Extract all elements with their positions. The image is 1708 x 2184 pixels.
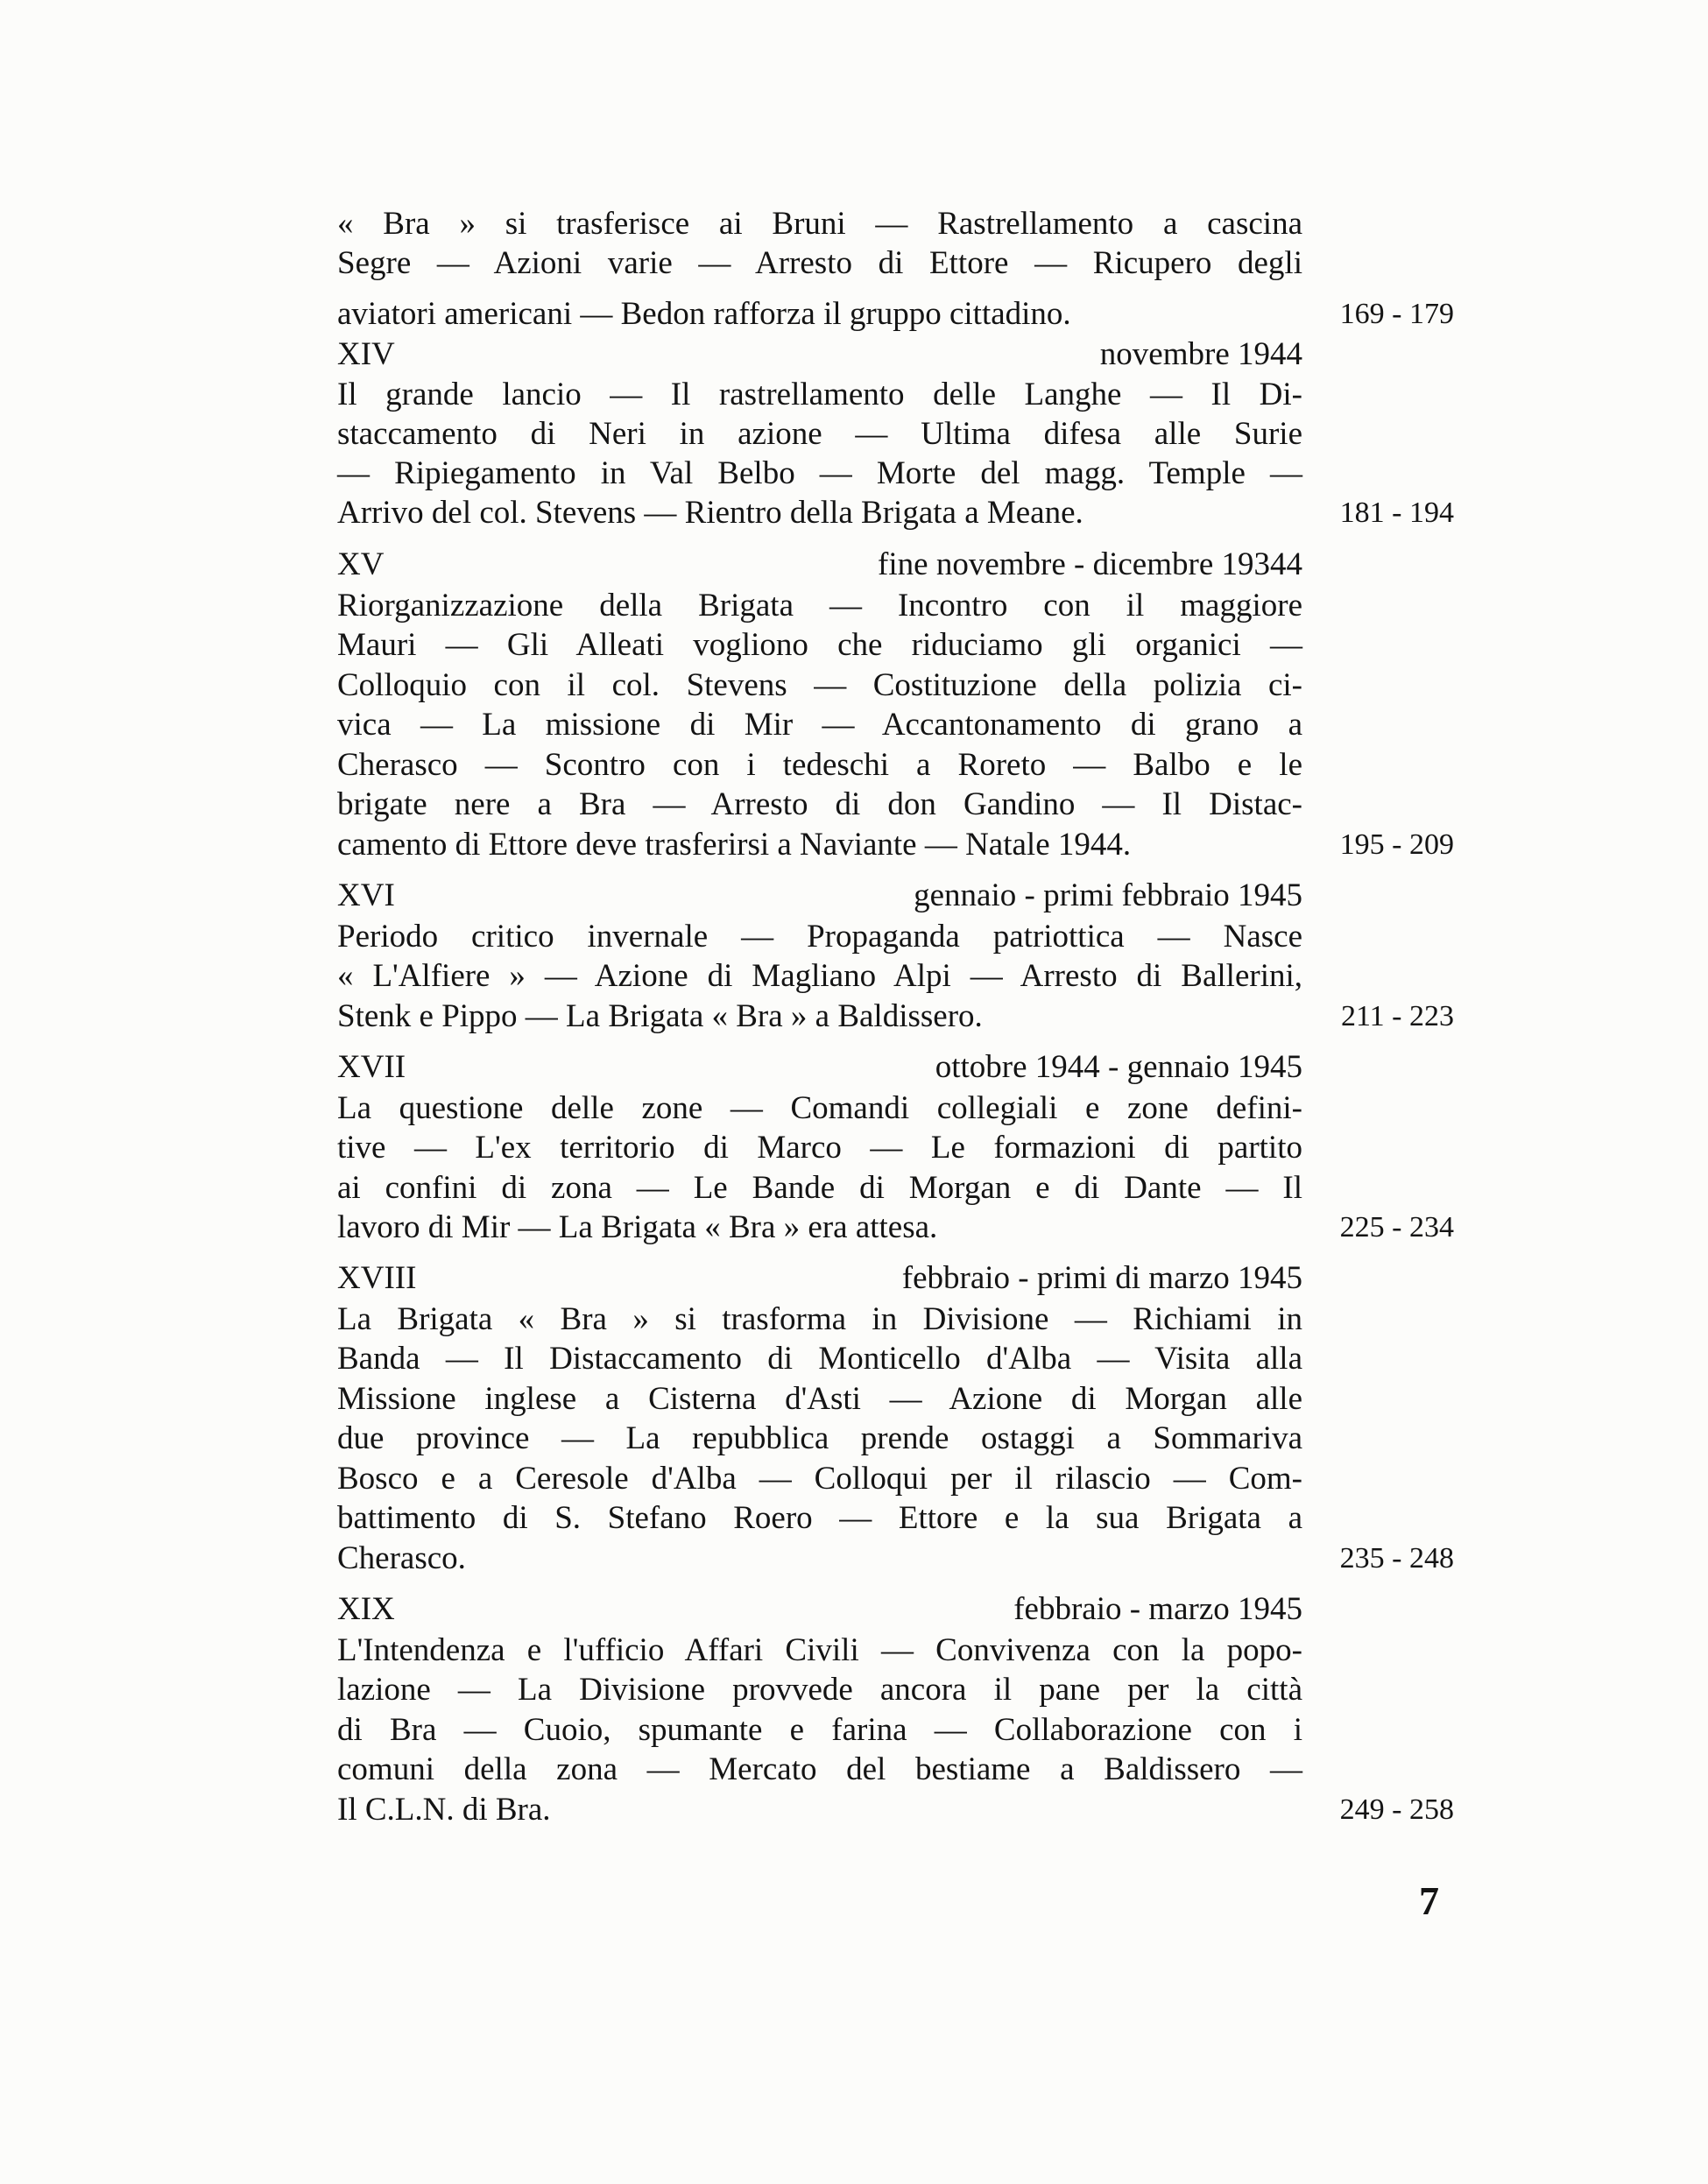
chapter-heading [337,1589,1302,1630]
page-number: 7 [1419,1878,1439,1923]
chapter-numeral: XVI [337,877,395,913]
toc-line: ai confini di zona — Le Bande di Morgan e di Dante — Il [337,1170,1302,1206]
toc-line: due province — La repubblica prende ostaggi a Sommariva [337,1420,1302,1456]
toc-line: Arrivo del col. Stevens — Rientro della Brigata a Meane. [337,495,1083,531]
page-range: 181 - 194 [1339,497,1454,529]
chapter-heading [337,545,1302,585]
toc-line: La Brigata « Bra » si trasforma in Divisione — Richiami in [337,1301,1302,1337]
chapter-numeral: XV [337,546,385,582]
toc-line: aviatori americani — Bedon rafforza il gruppo cittadino. [337,296,1071,332]
chapter-heading [337,876,1302,916]
toc-line: vica — La missione di Mir — Accantonamento di grano a [337,707,1302,743]
toc-line: lavoro di Mir — La Brigata « Bra » era attesa. [337,1209,938,1245]
toc-line: tive — L'ex territorio di Marco — Le formazioni di partito [337,1130,1302,1166]
page-range: 169 - 179 [1339,298,1454,330]
chapter-date: febbraio - primi di marzo 1945 [901,1260,1302,1296]
chapter-date: ottobre 1944 - gennaio 1945 [935,1049,1302,1085]
toc-line: brigate nere a Bra — Arresto di don Gandino — Il Distac- [337,786,1302,822]
chapter-date: novembre 1944 [1099,336,1302,372]
toc-line: Il C.L.N. di Bra. [337,1792,551,1828]
toc-line: « Bra » si trasferisce ai Bruni — Rastrellamento a cascina [337,206,1302,242]
chapter-numeral: XVII [337,1049,406,1085]
page-range: 195 - 209 [1339,828,1454,861]
page-range: 211 - 223 [1340,1000,1454,1032]
toc-line: « L'Alfiere » — Azione di Magliano Alpi — Arresto di Ballerini, [337,958,1302,994]
page-range: 249 - 258 [1339,1793,1454,1826]
toc-line: camento di Ettore deve trasferirsi a Naviante — Natale 1944. [337,827,1132,863]
toc-line: Cherasco — Scontro con i tedeschi a Roreto — Balbo e le [337,747,1302,783]
chapter-numeral: XIX [337,1591,395,1627]
toc-line: Bosco e a Ceresole d'Alba — Colloqui per il rilascio — Com- [337,1461,1302,1497]
chapter-date: febbraio - marzo 1945 [1013,1591,1302,1627]
chapter-heading [337,1258,1302,1299]
toc-line: La questione delle zone — Comandi collegiali e zone defini- [337,1090,1302,1126]
toc-line: Riorganizzazione della Brigata — Incontro con il maggiore [337,588,1302,623]
toc-line: battimento di S. Stefano Roero — Ettore e la sua Brigata a [337,1500,1302,1536]
toc-line: Cherasco. [337,1540,466,1576]
toc-line: Segre — Azioni varie — Arresto di Ettore — Ricupero degli [337,245,1302,281]
toc-line: L'Intendenza e l'ufficio Affari Civili — Convivenza con la popo- [337,1632,1302,1668]
toc-line: staccamento di Neri in azione — Ultima difesa alle Surie [337,416,1302,452]
toc-line: comuni della zona — Mercato del bestiame a Baldissero — [337,1751,1302,1787]
page-range: 225 - 234 [1339,1211,1454,1243]
chapter-numeral: XIV [337,336,395,372]
toc-line: Missione inglese a Cisterna d'Asti — Azione di Morgan alle [337,1381,1302,1417]
chapter-numeral: XVIII [337,1260,417,1296]
page-range: 235 - 248 [1339,1542,1454,1575]
toc-line: Il grande lancio — Il rastrellamento delle Langhe — Il Di- [337,377,1302,412]
toc-line: lazione — La Divisione provvede ancora il pane per la città [337,1672,1302,1708]
toc-line: Stenk e Pippo — La Brigata « Bra » a Baldissero. [337,998,983,1034]
chapter-heading [337,335,1302,375]
chapter-date: gennaio - primi febbraio 1945 [914,877,1302,913]
toc-line: di Bra — Cuoio, spumante e farina — Collaborazione con i [337,1712,1302,1748]
chapter-heading [337,1047,1302,1088]
chapter-date: fine novembre - dicembre 19344 [878,546,1302,582]
toc-line: Periodo critico invernale — Propaganda patriottica — Nasce [337,919,1302,955]
toc-line: Mauri — Gli Alleati vogliono che riduciamo gli organici — [337,627,1302,663]
toc-line: — Ripiegamento in Val Belbo — Morte del magg. Temple — [337,455,1302,491]
toc-line: Banda — Il Distaccamento di Monticello d'Alba — Visita alla [337,1341,1302,1377]
toc-line: Colloquio con il col. Stevens — Costituzione della polizia ci- [337,667,1302,703]
